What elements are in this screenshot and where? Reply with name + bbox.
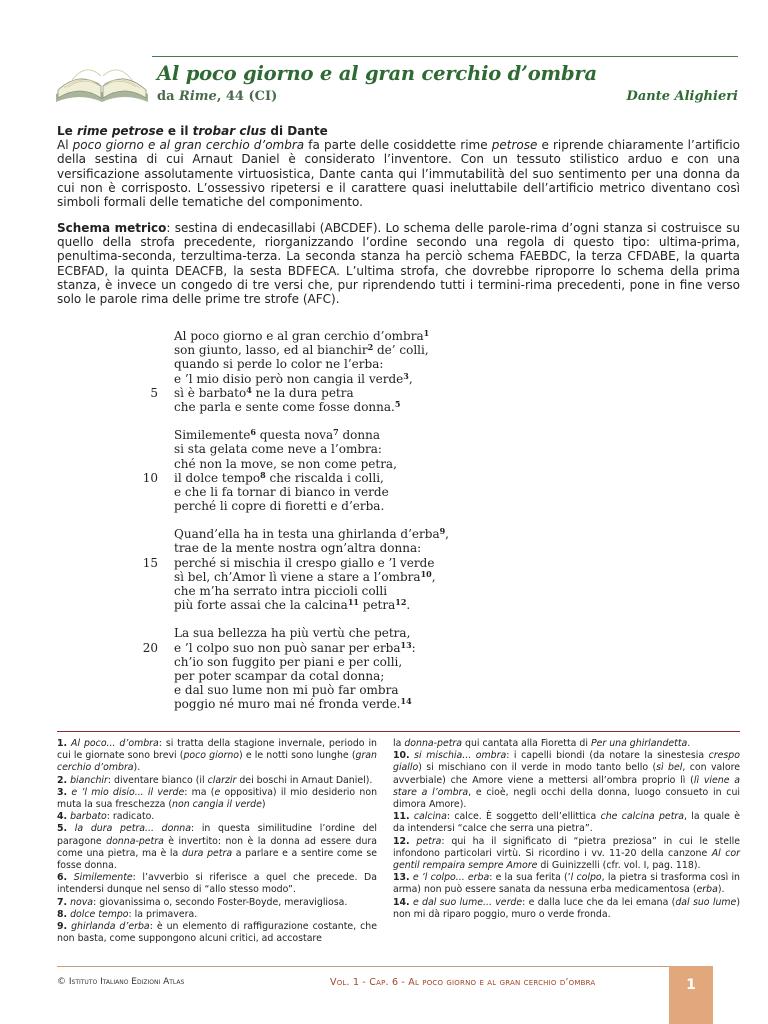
- verse-text: ,: [445, 527, 449, 542]
- verse-line: [140, 442, 470, 456]
- note-text: : si tratta della stagione invernale, periodo in cui le giornate sono brevi (: [57, 738, 377, 762]
- subtitle-prefix: da: [157, 89, 180, 104]
- note-text: .: [687, 738, 691, 749]
- verse-line: [140, 499, 470, 513]
- footnote-ref: 6: [250, 427, 256, 438]
- note-text: sì bel: [656, 762, 683, 774]
- author-name: Dante Alighieri: [626, 89, 738, 104]
- note-text: non cangia il verde: [172, 799, 262, 811]
- metric-scheme-label: Schema metrico: [57, 221, 167, 235]
- verse-text: son giunto, lasso, ed al bianchir: [174, 343, 368, 358]
- note-text: è invertito: non è la donna ad essere dura come una pietra, ma è la: [57, 835, 377, 859]
- verse-line: [140, 641, 470, 655]
- note-lemma: nova: [70, 896, 94, 908]
- footnote-ref: 14: [400, 696, 412, 707]
- verse-line: [140, 386, 470, 400]
- verse-text: e ’l colpo suo non può sanar per erba: [174, 640, 401, 655]
- header-rule: [152, 56, 738, 57]
- verse-text: che m’ha serrato intra piccioli colli: [174, 584, 388, 598]
- verse-line: [140, 584, 470, 598]
- note-text: : è un elemento di raffigurazione costante, che non basta, come suppongono alcuni critici, ad accostare: [57, 921, 377, 945]
- verse-line: [140, 357, 470, 371]
- intro-section: [57, 124, 740, 209]
- footnote-ref: 11: [347, 597, 359, 608]
- verse-line: [140, 329, 470, 343]
- note-lemma: ghirlanda d’erba: [71, 921, 150, 933]
- verse-text: per poter scampar da cotal donna;: [174, 668, 385, 683]
- footnote-ref: 1: [423, 328, 430, 338]
- verse-text: ,: [408, 371, 413, 386]
- stanza-4: [140, 626, 470, 711]
- verse-text: questa nova: [255, 428, 334, 443]
- note-text: : diventare bianco (il: [107, 774, 208, 786]
- verse-text: e che li fa tornar di bianco in verde: [174, 484, 389, 499]
- intro-t4: petrose: [491, 138, 538, 153]
- page-subtitle: [157, 89, 277, 104]
- note-text: dal suo lume: [675, 896, 737, 908]
- note-text: : la primavera.: [128, 908, 198, 920]
- note-text: : ma (: [184, 786, 215, 798]
- note-text: ).: [133, 762, 141, 774]
- page-number: 1: [686, 977, 696, 993]
- footnote-ref: 5: [394, 398, 401, 409]
- intro-heading: [57, 124, 740, 138]
- note-number: 9.: [57, 921, 68, 933]
- note-text: : e la sua ferita (’: [489, 872, 571, 884]
- note-number: 6.: [57, 872, 68, 884]
- note-1: [57, 738, 377, 775]
- note-11: [393, 811, 740, 835]
- verse-line: [140, 400, 470, 414]
- verse-line: [140, 343, 470, 357]
- note-lemma: e ’l colpo... erba: [412, 872, 490, 884]
- verse-text: de’ colli,: [373, 343, 429, 358]
- verse-line: [140, 541, 470, 555]
- intro-heading-a: Le: [57, 124, 77, 138]
- notes-rule: [57, 731, 740, 732]
- intro-t1: Al: [57, 138, 73, 153]
- footnote-ref: 7: [333, 427, 339, 438]
- note-text: gran cerchio d’ombra: [57, 750, 377, 774]
- note-4: [57, 811, 377, 823]
- note-text: , e cioè, negli occhi della donna, luogo consueto in cui dimora Amore).: [393, 786, 740, 811]
- intro-paragraph: [57, 138, 740, 209]
- note-13: [393, 872, 740, 896]
- note-lemma: e ’l mio disio... il verde: [71, 786, 185, 798]
- note-text: : giovanissima o, secondo Foster-Boyde, meravigliosa.: [93, 896, 348, 908]
- verse-text: poggio né muro mai né fronda verde.: [174, 697, 401, 712]
- verse-text: si sta gelata come neve a l’ombra:: [174, 442, 382, 457]
- subtitle-suffix: , 44 (CI): [216, 89, 278, 104]
- verse-text: sì bel, ch’Amor lì viene a stare a l’ombra: [174, 569, 421, 584]
- note-5: [57, 823, 377, 872]
- note-text: di Guinizzelli (cfr. vol. I, pag. 118).: [537, 860, 701, 872]
- note-number: 11.: [393, 811, 410, 823]
- intro-heading-e: di Dante: [266, 124, 328, 138]
- note-text: dei boschi in Arnaut Daniel).: [236, 774, 373, 786]
- footnote-ref: 8: [260, 469, 266, 480]
- verse-text: ché non la move, se non come petra,: [174, 456, 397, 471]
- note-text: ).: [717, 884, 725, 896]
- stanza-3: [140, 527, 470, 612]
- note-14: [393, 897, 740, 921]
- note-text: : l’avverbio si riferisce a quel che precede. Da intendersi dunque nel senso di “allo stesso modo”.: [57, 872, 377, 896]
- verse-text: il dolce tempo: [174, 470, 261, 485]
- verse-text: Quand’ella ha in testa una ghirlanda d’erba: [174, 527, 440, 542]
- note-lemma: calcina: [413, 811, 447, 823]
- verse-text: e dal suo lume non mi può far ombra: [174, 683, 399, 698]
- note-text: , la pietra si trasforma così in arma) non può essere sanata da nessuna erba medicamentosa (: [393, 872, 740, 896]
- page-title: Al poco giorno e al gran cerchio d’ombra: [157, 62, 597, 85]
- footnote-ref: 13: [400, 639, 412, 650]
- note-text: : radicato.: [106, 811, 155, 823]
- note-number: 8.: [57, 908, 68, 920]
- note-lemma: si mischia... ombra: [414, 750, 507, 762]
- open-book-icon: [52, 56, 152, 108]
- note-text: Al cor gentil rempaira sempre Amore: [393, 847, 740, 872]
- footer-rule: [57, 966, 669, 967]
- note-lemma: dolce tempo: [70, 908, 129, 920]
- note-text: la: [393, 738, 405, 749]
- verse-text: donna: [338, 428, 381, 443]
- footnote-ref: 12: [395, 597, 407, 608]
- note-text: : calce. È soggetto dell’ellittica: [446, 811, 601, 823]
- verse-text: più forte assai che la calcina: [174, 598, 348, 613]
- notes-column-left: [57, 738, 377, 945]
- intro-t5: e riprende chiaramente l’artificio della sestina di cui Arnaut Daniel è considerato l’inventore. Con un tessuto stilistico arduo e con una versificazione assolutamente virtuosistica, Dante canta qui l’immutabilità del suo sentimento per una donna da cui non è corrisposto. L’ossessivo ripetersi e il carattere quasi ineluttabile dell’artificio metrico diventano così simboli formali delle tematiche del componimento.: [57, 138, 740, 210]
- verse-line: [140, 485, 470, 499]
- footnote-ref: 9: [439, 526, 446, 537]
- note-text: dura petra: [181, 847, 233, 859]
- verse-line: [140, 669, 470, 683]
- note-text: : e dalla luce che da lei emana (: [522, 896, 676, 908]
- note-text: : in questa similitudine l’ordine del paragone: [57, 823, 378, 847]
- note-8: [57, 909, 377, 921]
- line-number: 20: [142, 640, 158, 655]
- note-10: [393, 750, 740, 811]
- line-number: 5: [150, 385, 158, 400]
- intro-heading-b: rime petrose: [76, 124, 164, 138]
- note-12: [393, 836, 740, 873]
- note-3: [57, 787, 377, 811]
- note-text: erba: [696, 884, 718, 896]
- verse-line: [140, 428, 470, 442]
- verse-text: perché si mischia il crespo giallo e ’l verde: [174, 555, 435, 570]
- verse-text: .: [406, 598, 411, 613]
- verse-text: e ’l mio disio però non cangia il verde: [174, 371, 404, 386]
- verse-line: [140, 527, 470, 541]
- footnote-ref: 4: [246, 384, 252, 395]
- line-number: 15: [142, 555, 158, 570]
- verse-line: [140, 457, 470, 471]
- note-text: qui cantata alla Fioretta di: [462, 738, 591, 749]
- note-9: [57, 921, 377, 945]
- note-lemma: e dal suo lume... verde: [412, 896, 523, 908]
- note-number: 12.: [393, 835, 410, 847]
- note-text: clarzir: [207, 774, 237, 786]
- verse-text: trae de la mente nostra ogn’altra donna:: [174, 541, 422, 556]
- verse-line: [140, 626, 470, 640]
- note-text: : qui ha il significato di “pietra preziosa” in cui le stelle infondono particolari virtù. Si ricordino i vv. 11-20 della canzone: [393, 835, 741, 859]
- note-number: 10.: [393, 750, 410, 762]
- note-number: 2.: [57, 774, 68, 786]
- verse-line: [140, 655, 470, 669]
- stanza-2: [140, 428, 470, 513]
- note-text: donna-petra: [106, 835, 164, 847]
- note-number: 4.: [57, 811, 68, 823]
- verse-line: [140, 556, 470, 570]
- verse-text: Similemente: [174, 428, 251, 443]
- note-lemma: Al poco... d’ombra: [71, 738, 159, 749]
- note-6: [57, 872, 377, 896]
- note-9-continued: [393, 738, 740, 750]
- footnote-ref: 10: [420, 568, 432, 579]
- line-number: 10: [142, 470, 158, 485]
- note-text: donna-petra: [404, 738, 463, 749]
- verse-text: sì è barbato: [174, 385, 247, 400]
- note-text: crespo giallo: [393, 750, 740, 774]
- subtitle-source: Rime: [179, 89, 217, 104]
- note-lemma: Similemente: [73, 872, 133, 884]
- verse-line: [140, 598, 470, 612]
- verse-text: La sua bellezza ha più vertù che petra,: [174, 626, 411, 641]
- note-number: 3.: [57, 786, 68, 798]
- verse-text: Al poco giorno e al gran cerchio d’ombra: [174, 329, 424, 343]
- intro-t3: fa parte delle cosiddette rime: [304, 138, 492, 153]
- metric-scheme-text: : sestina di endecasillabi (ABCDEF). Lo schema delle parole-rima d’ogni stanza si costruisce su quello della strofa precedente, riorganizzando l’ordine secondo una regola di questo tipo: ultima-prima, penultima-seconda, terzultima-terza. La seconda stanza ha perciò schema FAEBDC, la terza CFDABE, la quarta ECBFAD, la quinta DEACFB, la sesta BDFECA. L’ultima strofa, che dovrebbe riproporre lo schema della prima stanza, è invece un congedo di tre versi che, pur riprendendo tutti i termini-rima precedenti, pone in fine verso solo le parole rima delle prime tre strofe (AFC).: [57, 221, 740, 307]
- verse-text: che parla e sente come fosse donna.: [174, 399, 395, 414]
- note-text: a parlare e a sentire come se fosse donna.: [57, 847, 378, 872]
- note-lemma: bianchir: [70, 774, 108, 786]
- metric-scheme: [57, 221, 740, 306]
- note-text: , la quale è da intendersi “calce che serra una pietra”.: [393, 811, 740, 835]
- verse-text: ,: [431, 569, 436, 584]
- verse-line: [140, 570, 470, 584]
- note-number: 13.: [393, 872, 410, 884]
- note-text: lì viene a stare a l’ombra: [393, 774, 740, 798]
- verse-text: :: [411, 640, 416, 655]
- intro-t2: poco giorno e al gran cerchio d’ombra: [72, 138, 305, 153]
- note-2: [57, 775, 377, 787]
- verse-text: quando si perde lo color ne l’erba:: [174, 357, 384, 372]
- note-text: e: [214, 786, 221, 798]
- note-text: poco giorno: [183, 750, 240, 762]
- note-text: Per una ghirlandetta: [590, 738, 688, 749]
- verse-text: petra: [358, 598, 396, 613]
- note-text: ) e le notti sono lunghe (: [239, 750, 356, 762]
- poem: [140, 329, 470, 726]
- note-text: l colpo: [570, 872, 602, 884]
- verse-text: perché li copre di fioretti e d’erba.: [174, 499, 385, 514]
- note-text: , con valore avverbiale) che Amore viene a mettersi all’ombra proprio lì (: [393, 762, 741, 786]
- verse-line: [140, 697, 470, 711]
- running-footer: Vol. 1 - Cap. 6 - Al poco giorno e al gran cerchio d’ombra: [330, 977, 596, 988]
- intro-heading-c: e il: [163, 124, 193, 138]
- note-text: che calcina petra: [600, 811, 684, 823]
- note-text: ) non mi dà riparo poggio, muro o verde fronda.: [393, 896, 740, 920]
- copyright: © Istituto Italiano Edizioni Atlas: [57, 977, 185, 987]
- verse-line: [140, 471, 470, 485]
- note-text: ) si mischiano con il verde in modo tanto bello (: [418, 762, 657, 774]
- note-lemma: petra: [416, 835, 442, 847]
- footnote-ref: 2: [367, 342, 374, 353]
- verse-line: [140, 683, 470, 697]
- note-lemma: barbato: [70, 811, 107, 823]
- note-text: oppositiva) il mio desiderio non muta la sua freschezza (: [57, 786, 378, 811]
- note-lemma: la dura petra... donna: [74, 823, 191, 835]
- verse-text: ne la dura petra: [251, 385, 354, 400]
- intro-heading-d: trobar clus: [192, 124, 267, 138]
- footnote-ref: 3: [403, 370, 409, 381]
- note-number: 7.: [57, 896, 68, 908]
- note-number: 14.: [393, 896, 410, 908]
- verse-text: ch’io son fuggito per piani e per colli,: [174, 654, 403, 669]
- note-7: [57, 897, 377, 909]
- page-number-tab: [669, 966, 713, 1024]
- verse-line: [140, 372, 470, 386]
- note-number: 1.: [57, 738, 68, 749]
- note-number: 5.: [57, 823, 68, 835]
- stanza-1: [140, 329, 470, 414]
- verse-text: che riscalda i colli,: [265, 470, 384, 485]
- note-text: ): [261, 799, 266, 811]
- note-text: : i capelli biondi (da notare la sinestesia: [506, 750, 709, 762]
- notes-column-right: [393, 738, 740, 921]
